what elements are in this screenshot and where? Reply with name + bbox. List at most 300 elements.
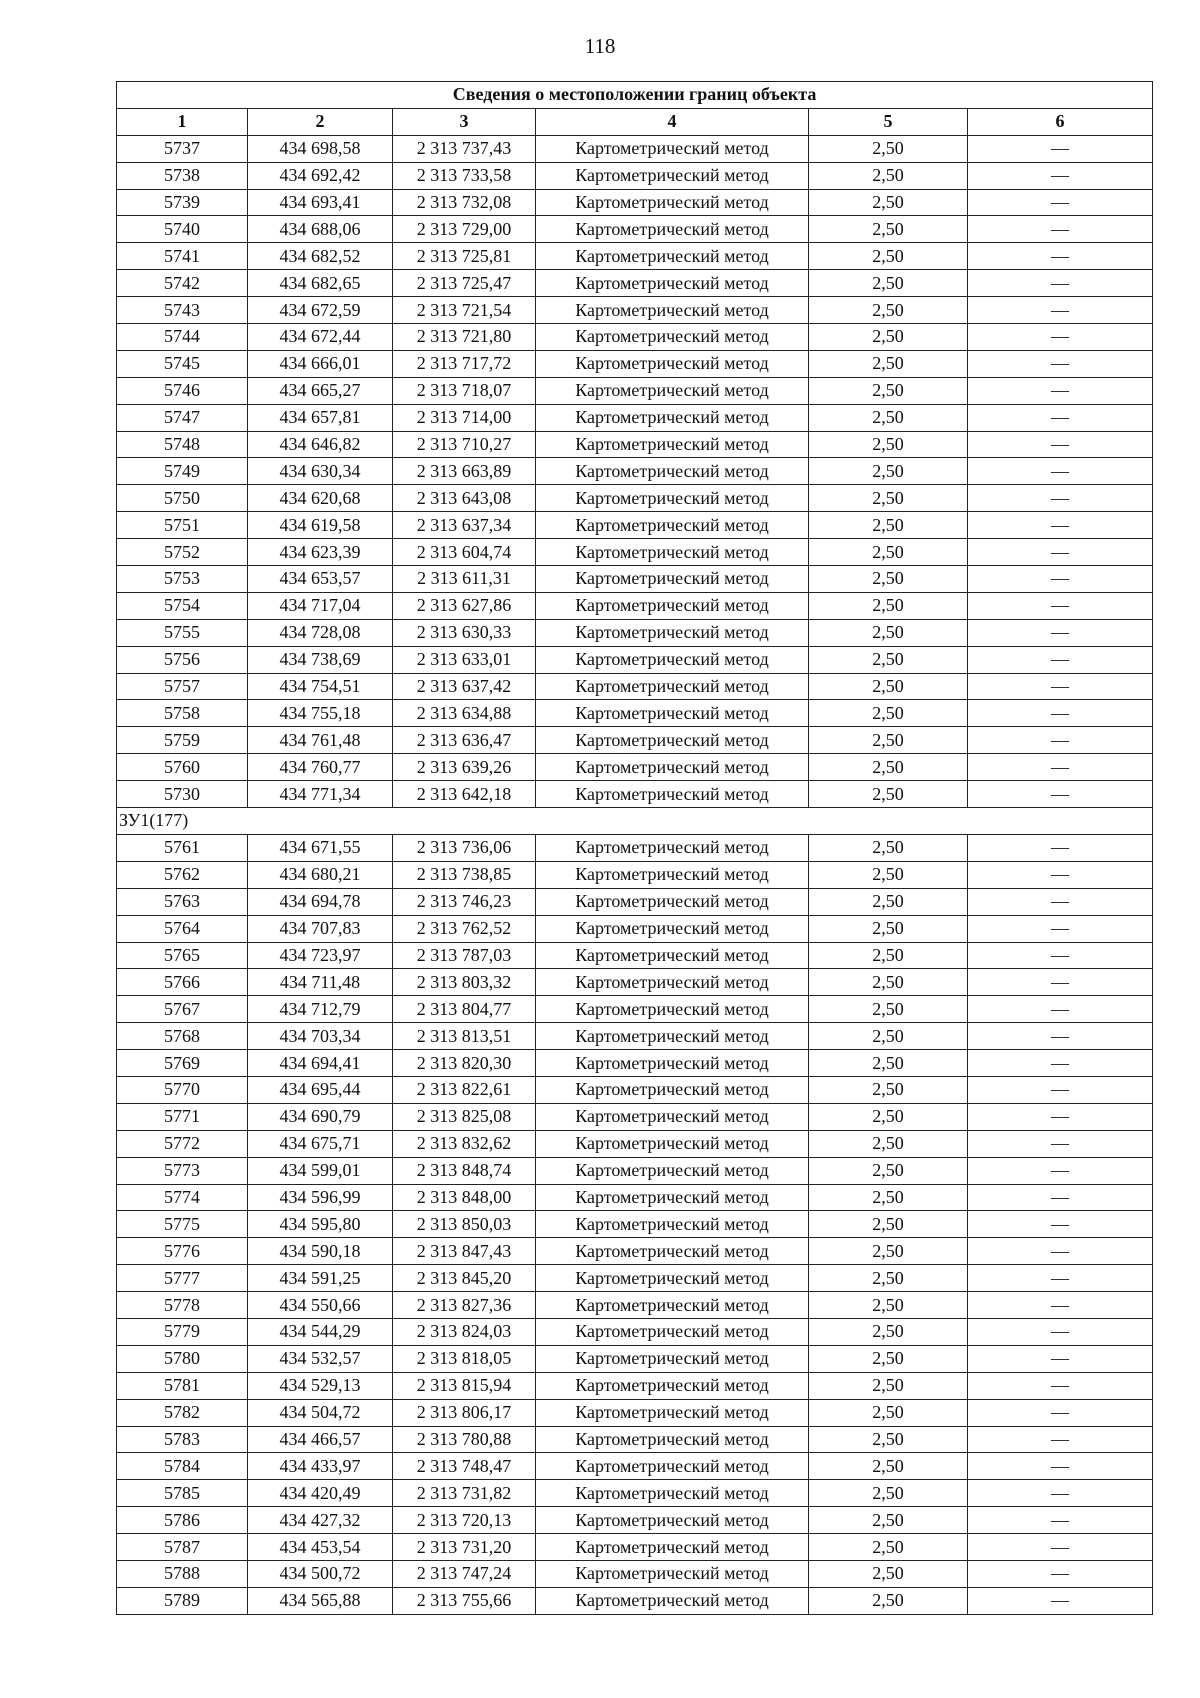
method-cell: Картометрический метод [536,1480,809,1507]
coordinate-x: 434 596,99 [248,1184,393,1211]
dash-cell: — [968,485,1153,512]
method-cell: Картометрический метод [536,431,809,458]
method-cell: Картометрический метод [536,1587,809,1614]
accuracy-cell: 2,50 [809,324,968,351]
point-number: 5740 [117,216,248,243]
dash-cell: — [968,566,1153,593]
table-row [117,539,1153,566]
table-row [117,834,1153,861]
coordinate-y: 2 313 637,34 [393,512,536,539]
table-row [117,1507,1153,1534]
dash-cell: — [968,1238,1153,1265]
accuracy-cell: 2,50 [809,1211,968,1238]
dash-cell: — [968,592,1153,619]
table-row [117,324,1153,351]
method-cell: Картометрический метод [536,592,809,619]
table-row [117,1587,1153,1614]
dash-cell: — [968,1050,1153,1077]
coordinate-x: 434 695,44 [248,1076,393,1103]
method-cell: Картометрический метод [536,1345,809,1372]
dash-cell: — [968,1184,1153,1211]
coordinate-y: 2 313 818,05 [393,1345,536,1372]
accuracy-cell: 2,50 [809,1453,968,1480]
coordinate-x: 434 672,59 [248,297,393,324]
point-number: 5786 [117,1507,248,1534]
accuracy-cell: 2,50 [809,135,968,162]
accuracy-cell: 2,50 [809,1372,968,1399]
accuracy-cell: 2,50 [809,1426,968,1453]
dash-cell: — [968,1211,1153,1238]
point-number: 5760 [117,754,248,781]
method-cell: Картометрический метод [536,888,809,915]
coordinate-y: 2 313 737,43 [393,135,536,162]
accuracy-cell: 2,50 [809,1103,968,1130]
table-row [117,915,1153,942]
method-cell: Картометрический метод [536,1184,809,1211]
dash-cell: — [968,539,1153,566]
accuracy-cell: 2,50 [809,1238,968,1265]
coordinate-x: 434 591,25 [248,1265,393,1292]
coordinate-y: 2 313 820,30 [393,1050,536,1077]
coordinate-x: 434 657,81 [248,404,393,431]
coordinate-y: 2 313 636,47 [393,727,536,754]
dash-cell: — [968,216,1153,243]
accuracy-cell: 2,50 [809,162,968,189]
point-number: 5787 [117,1534,248,1561]
method-cell: Картометрический метод [536,861,809,888]
point-number: 5774 [117,1184,248,1211]
dash-cell: — [968,942,1153,969]
accuracy-cell: 2,50 [809,539,968,566]
accuracy-cell: 2,50 [809,1023,968,1050]
accuracy-cell: 2,50 [809,700,968,727]
coordinate-y: 2 313 850,03 [393,1211,536,1238]
coordinate-y: 2 313 848,74 [393,1157,536,1184]
dash-cell: — [968,1534,1153,1561]
coordinate-y: 2 313 825,08 [393,1103,536,1130]
coordinate-x: 434 690,79 [248,1103,393,1130]
coordinate-x: 434 682,52 [248,243,393,270]
accuracy-cell: 2,50 [809,1157,968,1184]
point-number: 5757 [117,673,248,700]
table-row [117,1103,1153,1130]
dash-cell: — [968,324,1153,351]
table-row [117,1265,1153,1292]
dash-cell: — [968,781,1153,808]
accuracy-cell: 2,50 [809,189,968,216]
point-number: 5744 [117,324,248,351]
table-row [117,996,1153,1023]
method-cell: Картометрический метод [536,377,809,404]
coordinate-x: 434 754,51 [248,673,393,700]
accuracy-cell: 2,50 [809,861,968,888]
accuracy-cell: 2,50 [809,888,968,915]
coordinate-x: 434 590,18 [248,1238,393,1265]
method-cell: Картометрический метод [536,646,809,673]
point-number: 5762 [117,861,248,888]
table-row [117,1318,1153,1345]
coordinate-x: 434 619,58 [248,512,393,539]
dash-cell: — [968,1426,1153,1453]
point-number: 5778 [117,1292,248,1319]
point-number: 5754 [117,592,248,619]
table-row [117,1426,1153,1453]
method-cell: Картометрический метод [536,1292,809,1319]
method-cell: Картометрический метод [536,324,809,351]
coordinate-y: 2 313 755,66 [393,1587,536,1614]
table-row [117,512,1153,539]
coordinate-x: 434 711,48 [248,969,393,996]
method-cell: Картометрический метод [536,996,809,1023]
column-header-3: 3 [393,108,536,135]
method-cell: Картометрический метод [536,754,809,781]
coordinate-x: 434 672,44 [248,324,393,351]
method-cell: Картометрический метод [536,619,809,646]
point-number: 5738 [117,162,248,189]
coordinate-x: 434 675,71 [248,1130,393,1157]
accuracy-cell: 2,50 [809,431,968,458]
accuracy-cell: 2,50 [809,1292,968,1319]
dash-cell: — [968,1399,1153,1426]
dash-cell: — [968,888,1153,915]
dash-cell: — [968,270,1153,297]
method-cell: Картометрический метод [536,673,809,700]
dash-cell: — [968,297,1153,324]
coordinate-x: 434 565,88 [248,1587,393,1614]
method-cell: Картометрический метод [536,915,809,942]
coordinate-x: 434 504,72 [248,1399,393,1426]
table-row [117,243,1153,270]
method-cell: Картометрический метод [536,1372,809,1399]
coordinate-x: 434 693,41 [248,189,393,216]
method-cell: Картометрический метод [536,727,809,754]
coordinate-y: 2 313 813,51 [393,1023,536,1050]
accuracy-cell: 2,50 [809,485,968,512]
coordinate-x: 434 717,04 [248,592,393,619]
point-number: 5755 [117,619,248,646]
point-number: 5764 [117,915,248,942]
dash-cell: — [968,1318,1153,1345]
table-row [117,377,1153,404]
table-header-row [117,108,1153,135]
point-number: 5739 [117,189,248,216]
method-cell: Картометрический метод [536,834,809,861]
method-cell: Картометрический метод [536,1157,809,1184]
coordinate-x: 434 755,18 [248,700,393,727]
dash-cell: — [968,512,1153,539]
method-cell: Картометрический метод [536,942,809,969]
accuracy-cell: 2,50 [809,1560,968,1587]
table-row [117,162,1153,189]
coordinate-y: 2 313 803,32 [393,969,536,996]
accuracy-cell: 2,50 [809,1534,968,1561]
accuracy-cell: 2,50 [809,781,968,808]
point-number: 5785 [117,1480,248,1507]
coordinate-x: 434 420,49 [248,1480,393,1507]
method-cell: Картометрический метод [536,1211,809,1238]
section-label: ЗУ1(177) [117,808,1153,835]
point-number: 5776 [117,1238,248,1265]
coordinate-x: 434 738,69 [248,646,393,673]
point-number: 5780 [117,1345,248,1372]
table-row [117,1345,1153,1372]
coordinate-y: 2 313 725,47 [393,270,536,297]
method-cell: Картометрический метод [536,135,809,162]
accuracy-cell: 2,50 [809,646,968,673]
accuracy-cell: 2,50 [809,673,968,700]
coordinate-x: 434 671,55 [248,834,393,861]
point-number: 5758 [117,700,248,727]
coordinate-y: 2 313 847,43 [393,1238,536,1265]
coordinate-y: 2 313 643,08 [393,485,536,512]
method-cell: Картометрический метод [536,297,809,324]
table-row [117,781,1153,808]
coordinate-y: 2 313 627,86 [393,592,536,619]
point-number: 5748 [117,431,248,458]
coordinate-y: 2 313 663,89 [393,458,536,485]
method-cell: Картометрический метод [536,1560,809,1587]
table-row [117,1157,1153,1184]
dash-cell: — [968,1345,1153,1372]
table-caption: Сведения о местоположении границ объекта [117,82,1153,109]
coordinate-x: 434 433,97 [248,1453,393,1480]
coordinate-y: 2 313 729,00 [393,216,536,243]
accuracy-cell: 2,50 [809,458,968,485]
accuracy-cell: 2,50 [809,1184,968,1211]
coordinate-x: 434 666,01 [248,350,393,377]
table-row [117,297,1153,324]
dash-cell: — [968,1103,1153,1130]
point-number: 5784 [117,1453,248,1480]
point-number: 5768 [117,1023,248,1050]
coordinate-x: 434 728,08 [248,619,393,646]
point-number: 5765 [117,942,248,969]
table-row [117,566,1153,593]
coordinate-x: 434 680,21 [248,861,393,888]
table-row [117,754,1153,781]
accuracy-cell: 2,50 [809,727,968,754]
table-row [117,969,1153,996]
accuracy-cell: 2,50 [809,512,968,539]
point-number: 5751 [117,512,248,539]
coordinate-y: 2 313 762,52 [393,915,536,942]
dash-cell: — [968,1480,1153,1507]
coordinate-x: 434 692,42 [248,162,393,189]
coordinate-y: 2 313 747,24 [393,1560,536,1587]
method-cell: Картометрический метод [536,512,809,539]
dash-cell: — [968,189,1153,216]
accuracy-cell: 2,50 [809,834,968,861]
accuracy-cell: 2,50 [809,1318,968,1345]
coordinate-x: 434 694,78 [248,888,393,915]
method-cell: Картометрический метод [536,1050,809,1077]
method-cell: Картометрический метод [536,189,809,216]
coordinate-y: 2 313 804,77 [393,996,536,1023]
coordinate-y: 2 313 845,20 [393,1265,536,1292]
dash-cell: — [968,834,1153,861]
method-cell: Картометрический метод [536,350,809,377]
accuracy-cell: 2,50 [809,592,968,619]
accuracy-cell: 2,50 [809,1345,968,1372]
table-row [117,1238,1153,1265]
table-row [117,592,1153,619]
table-row [117,1050,1153,1077]
accuracy-cell: 2,50 [809,270,968,297]
method-cell: Картометрический метод [536,1023,809,1050]
coordinate-x: 434 665,27 [248,377,393,404]
dash-cell: — [968,996,1153,1023]
method-cell: Картометрический метод [536,1399,809,1426]
table-caption-row [117,82,1153,109]
point-number: 5747 [117,404,248,431]
table-row [117,431,1153,458]
point-number: 5781 [117,1372,248,1399]
column-header-4: 4 [536,108,809,135]
method-cell: Картометрический метод [536,1265,809,1292]
accuracy-cell: 2,50 [809,619,968,646]
coordinate-y: 2 313 780,88 [393,1426,536,1453]
dash-cell: — [968,1453,1153,1480]
column-header-1: 1 [117,108,248,135]
coordinate-y: 2 313 639,26 [393,754,536,781]
table-row [117,1130,1153,1157]
method-cell: Картометрический метод [536,1318,809,1345]
table-row [117,350,1153,377]
point-number: 5771 [117,1103,248,1130]
table-row [117,1184,1153,1211]
point-number: 5763 [117,888,248,915]
coordinate-y: 2 313 738,85 [393,861,536,888]
point-number: 5767 [117,996,248,1023]
dash-cell: — [968,404,1153,431]
accuracy-cell: 2,50 [809,1076,968,1103]
accuracy-cell: 2,50 [809,996,968,1023]
point-number: 5779 [117,1318,248,1345]
coordinate-y: 2 313 746,23 [393,888,536,915]
accuracy-cell: 2,50 [809,216,968,243]
point-number: 5770 [117,1076,248,1103]
method-cell: Картометрический метод [536,270,809,297]
column-header-6: 6 [968,108,1153,135]
accuracy-cell: 2,50 [809,1507,968,1534]
dash-cell: — [968,243,1153,270]
method-cell: Картометрический метод [536,458,809,485]
method-cell: Картометрический метод [536,216,809,243]
dash-cell: — [968,700,1153,727]
coordinate-x: 434 550,66 [248,1292,393,1319]
point-number: 5750 [117,485,248,512]
coordinate-x: 434 698,58 [248,135,393,162]
coordinate-x: 434 707,83 [248,915,393,942]
dash-cell: — [968,727,1153,754]
point-number: 5773 [117,1157,248,1184]
dash-cell: — [968,673,1153,700]
accuracy-cell: 2,50 [809,1587,968,1614]
accuracy-cell: 2,50 [809,404,968,431]
accuracy-cell: 2,50 [809,915,968,942]
coordinate-x: 434 712,79 [248,996,393,1023]
table-row [117,404,1153,431]
point-number: 5766 [117,969,248,996]
dash-cell: — [968,1372,1153,1399]
table-row [117,216,1153,243]
coordinate-y: 2 313 832,62 [393,1130,536,1157]
table-row [117,1211,1153,1238]
dash-cell: — [968,1507,1153,1534]
coordinate-y: 2 313 720,13 [393,1507,536,1534]
point-number: 5775 [117,1211,248,1238]
table-row [117,270,1153,297]
table-row [117,1480,1153,1507]
point-number: 5743 [117,297,248,324]
table-row [117,1292,1153,1319]
column-header-2: 2 [248,108,393,135]
point-number: 5777 [117,1265,248,1292]
method-cell: Картометрический метод [536,969,809,996]
point-number: 5788 [117,1560,248,1587]
coordinate-y: 2 313 630,33 [393,619,536,646]
coordinate-x: 434 595,80 [248,1211,393,1238]
coordinate-y: 2 313 725,81 [393,243,536,270]
accuracy-cell: 2,50 [809,243,968,270]
coordinate-x: 434 653,57 [248,566,393,593]
dash-cell: — [968,1292,1153,1319]
point-number: 5783 [117,1426,248,1453]
table-row [117,1399,1153,1426]
coordinate-y: 2 313 787,03 [393,942,536,969]
table-row [117,646,1153,673]
coordinate-x: 434 529,13 [248,1372,393,1399]
method-cell: Картометрический метод [536,700,809,727]
dash-cell: — [968,350,1153,377]
coordinate-y: 2 313 731,82 [393,1480,536,1507]
accuracy-cell: 2,50 [809,1480,968,1507]
coordinate-x: 434 500,72 [248,1560,393,1587]
coordinate-y: 2 313 721,80 [393,324,536,351]
coordinate-y: 2 313 721,54 [393,297,536,324]
coordinate-y: 2 313 827,36 [393,1292,536,1319]
coordinate-x: 434 453,54 [248,1534,393,1561]
dash-cell: — [968,377,1153,404]
coordinate-y: 2 313 806,17 [393,1399,536,1426]
method-cell: Картометрический метод [536,162,809,189]
coordinate-y: 2 313 714,00 [393,404,536,431]
method-cell: Картометрический метод [536,243,809,270]
point-number: 5772 [117,1130,248,1157]
accuracy-cell: 2,50 [809,942,968,969]
method-cell: Картометрический метод [536,1130,809,1157]
coordinate-y: 2 313 642,18 [393,781,536,808]
point-number: 5745 [117,350,248,377]
section-row [117,808,1153,835]
coordinate-y: 2 313 633,01 [393,646,536,673]
table-row [117,189,1153,216]
accuracy-cell: 2,50 [809,1265,968,1292]
coordinate-y: 2 313 611,31 [393,566,536,593]
coordinate-x: 434 544,29 [248,1318,393,1345]
coordinate-x: 434 703,34 [248,1023,393,1050]
coordinate-y: 2 313 718,07 [393,377,536,404]
method-cell: Картометрический метод [536,404,809,431]
table-row [117,942,1153,969]
coordinate-y: 2 313 637,42 [393,673,536,700]
dash-cell: — [968,162,1153,189]
coordinate-x: 434 620,68 [248,485,393,512]
coordinate-x: 434 694,41 [248,1050,393,1077]
dash-cell: — [968,1157,1153,1184]
coordinate-y: 2 313 815,94 [393,1372,536,1399]
accuracy-cell: 2,50 [809,1130,968,1157]
